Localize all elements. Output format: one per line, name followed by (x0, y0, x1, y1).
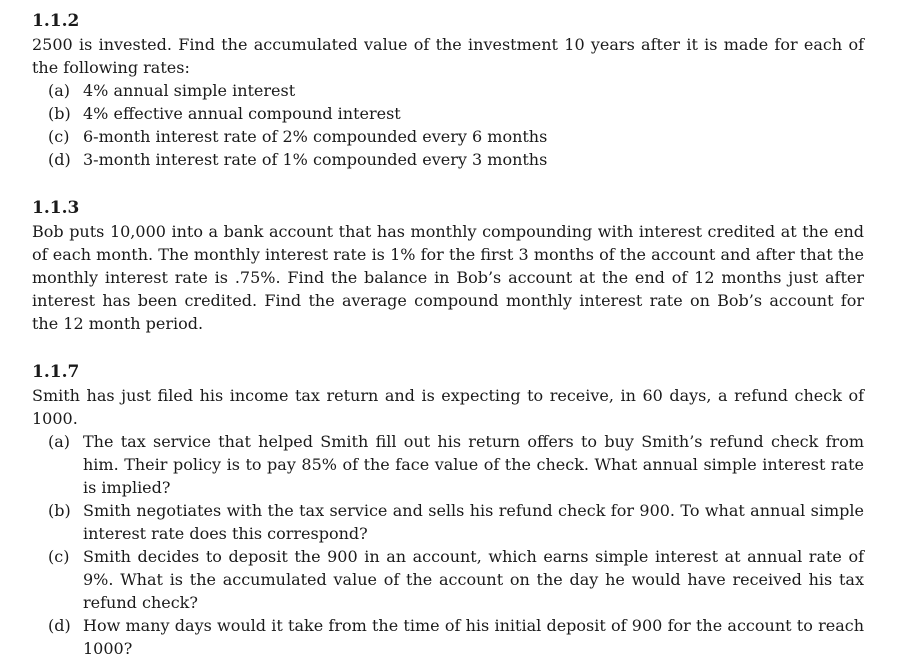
problem-statement: Bob puts 10,000 into a bank account that has monthly compounding with interest credited at the end of each month. The monthly interest rate is 1% for the first 3 months of the account and after that the monthly interest rate is .75%. Find the balance in Bob’s account at the end of 12 months just after interest has been credited. Find the average compound monthly interest rate on Bob’s account for the 12 month period. (32, 222, 864, 333)
problem-part (32, 614, 864, 660)
part-label: (b) (48, 104, 71, 123)
problem-part (32, 125, 864, 148)
problem-part (32, 499, 864, 545)
problem-parts-list (32, 79, 864, 171)
part-label: (c) (48, 127, 70, 146)
problem-part (32, 102, 864, 125)
problem-part (32, 430, 864, 499)
problem-part (32, 79, 864, 102)
problem-1-1-2 (32, 10, 864, 171)
problem-parts-list (32, 430, 864, 660)
document-page (32, 10, 864, 660)
part-text: 4% annual simple interest (83, 81, 296, 100)
problem-part (32, 545, 864, 614)
part-text: How many days would it take from the time of his initial deposit of 900 for the account to reach 1000? (83, 616, 864, 658)
part-text: Smith negotiates with the tax service and sells his refund check for 900. To what annual simple interest rate does this correspond? (83, 501, 864, 543)
problem-part (32, 148, 864, 171)
part-label: (a) (48, 81, 71, 100)
part-label: (b) (48, 501, 71, 520)
problem-number: 1.1.2 (32, 11, 80, 31)
part-text: 3-month interest rate of 1% compounded every 3 months (83, 150, 548, 169)
part-text: 4% effective annual compound interest (83, 104, 401, 123)
problem-number: 1.1.3 (32, 198, 80, 218)
problem-1-1-3 (32, 197, 864, 335)
part-label: (d) (48, 150, 71, 169)
part-text: Smith decides to deposit the 900 in an account, which earns simple interest at annual rate of 9%. What is the accumulated value of the account on the day he would have received his tax refund check? (83, 547, 864, 612)
part-text: The tax service that helped Smith fill out his return offers to buy Smith’s refund check from him. Their policy is to pay 85% of the face value of the check. What annual simple interest rate is implied? (83, 432, 864, 497)
part-label: (c) (48, 547, 70, 566)
problem-statement: Smith has just filed his income tax return and is expecting to receive, in 60 days, a refund check of 1000. (32, 386, 864, 428)
part-label: (a) (48, 432, 71, 451)
part-text: 6-month interest rate of 2% compounded every 6 months (83, 127, 548, 146)
problem-statement: 2500 is invested. Find the accumulated value of the investment 10 years after it is made for each of the following rates: (32, 35, 864, 77)
part-label: (d) (48, 616, 71, 635)
problem-1-1-7 (32, 361, 864, 660)
problem-number: 1.1.7 (32, 362, 80, 382)
